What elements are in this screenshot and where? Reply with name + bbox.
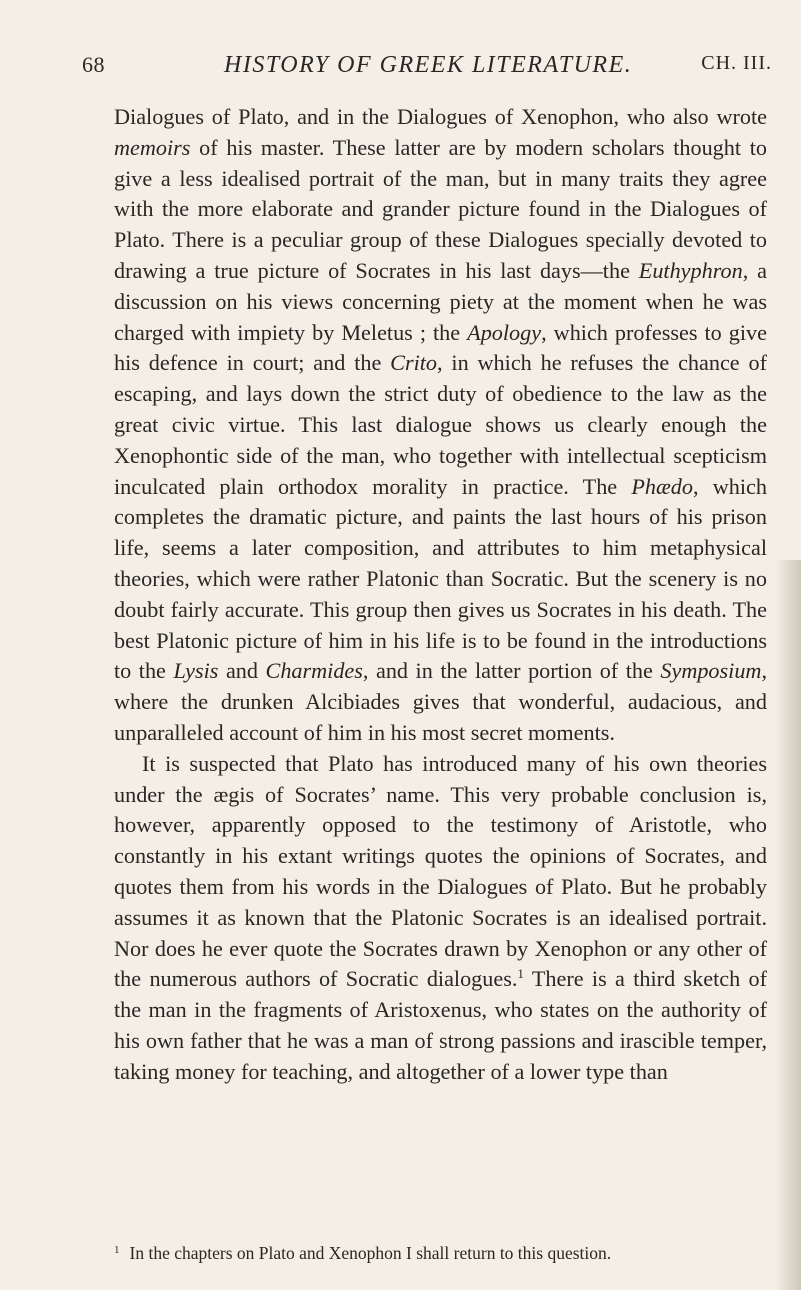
text-run: , in which he refuses the chance of escaping, and lays down the strict duty of obedience to the law as the great civic virtue. This last dialogue shows us clearly enough the Xenophontic side of the man, who together with intellectual scepticism inculcated plain orthodox morality in practice. The <box>114 350 767 499</box>
text-run: , and in the latter portion of the <box>362 658 661 684</box>
body-text <box>114 102 767 1088</box>
page-number: 68 <box>82 52 105 77</box>
chapter-label: CH. III. <box>701 52 772 74</box>
italic-title: Lysis <box>173 658 219 684</box>
footnote-reference[interactable]: 1 <box>517 966 524 982</box>
footnote <box>114 1241 767 1265</box>
running-header <box>82 52 772 86</box>
text-run: and <box>218 658 266 684</box>
italic-title: Symposium <box>660 658 762 684</box>
footnote-text: In the chapters on Plato and Xenophon I shall return to this question. <box>129 1243 612 1263</box>
italic-title: Crito <box>390 350 438 376</box>
text-run: There is a third sketch of the man in the fragments of Aristoxenus, who states on the authority of his own father that he was a man of strong passions and irascible temper, taking money for teaching, and altogether of a lower type than <box>114 966 768 1084</box>
paragraph-2 <box>114 749 767 1088</box>
italic-title: Charmides <box>265 658 363 684</box>
text-run: It is suspected that Plato has introduced many of his own theories under the ægis of Socrates’ name. This very probable conclusion is, however, apparently opposed to the testimony of Aristotle, who constantly in his extant writings quotes the opinions of Socrates, and quotes them from his words in the Dialogues of Plato. But he probably assumes it as known that the Platonic Socrates is an idealised portrait. Nor does he ever quote the Socrates drawn by Xenophon or any other of the numerous authors of Socratic dialogues. <box>114 750 767 992</box>
running-title: HISTORY OF GREEK LITERATURE. <box>224 52 633 78</box>
text-run: , which completes the dramatic picture, and paints the last hours of his prison life, seems a later composition, and attributes to him metaphysical theories, which were rather Platonic than Socratic. But the scenery is no doubt fairly accurate. This group then gives us Socrates in his death. The best Platonic picture of him in his life is to be found in the introductions to the <box>114 473 767 684</box>
footnote-mark: 1 <box>114 1244 120 1256</box>
italic-title: Euthyphron <box>638 257 743 283</box>
italic-term: memoirs <box>114 134 191 160</box>
italic-title: Phædo <box>631 473 693 499</box>
page-edge-shadow <box>775 560 801 1290</box>
text-run: , which professes to give his defence in court; and the <box>114 319 767 376</box>
italic-title: Apology <box>467 319 542 345</box>
paragraph-1 <box>114 102 767 749</box>
text-run: Dialogues of Plato, and in the Dialogues of Xenophon, who also wrote <box>114 104 767 129</box>
text-run: , a discussion on his views concerning piety at the moment when he was charged with impiety by Meletus ; the <box>114 257 767 345</box>
text-run: of his master. These latter are by modern scholars thought to give a less idealised portrait of the man, but in many traits they agree with the more elaborate and grander picture found in the Dialogues of Plato. There is a peculiar group of these Dialogues specially devoted to drawing a true picture of Socrates in his last days—the <box>114 134 767 283</box>
text-run: , where the drunken Alcibiades gives that wonderful, audacious, and unparalleled account of him in his most secret moments. <box>114 658 767 745</box>
